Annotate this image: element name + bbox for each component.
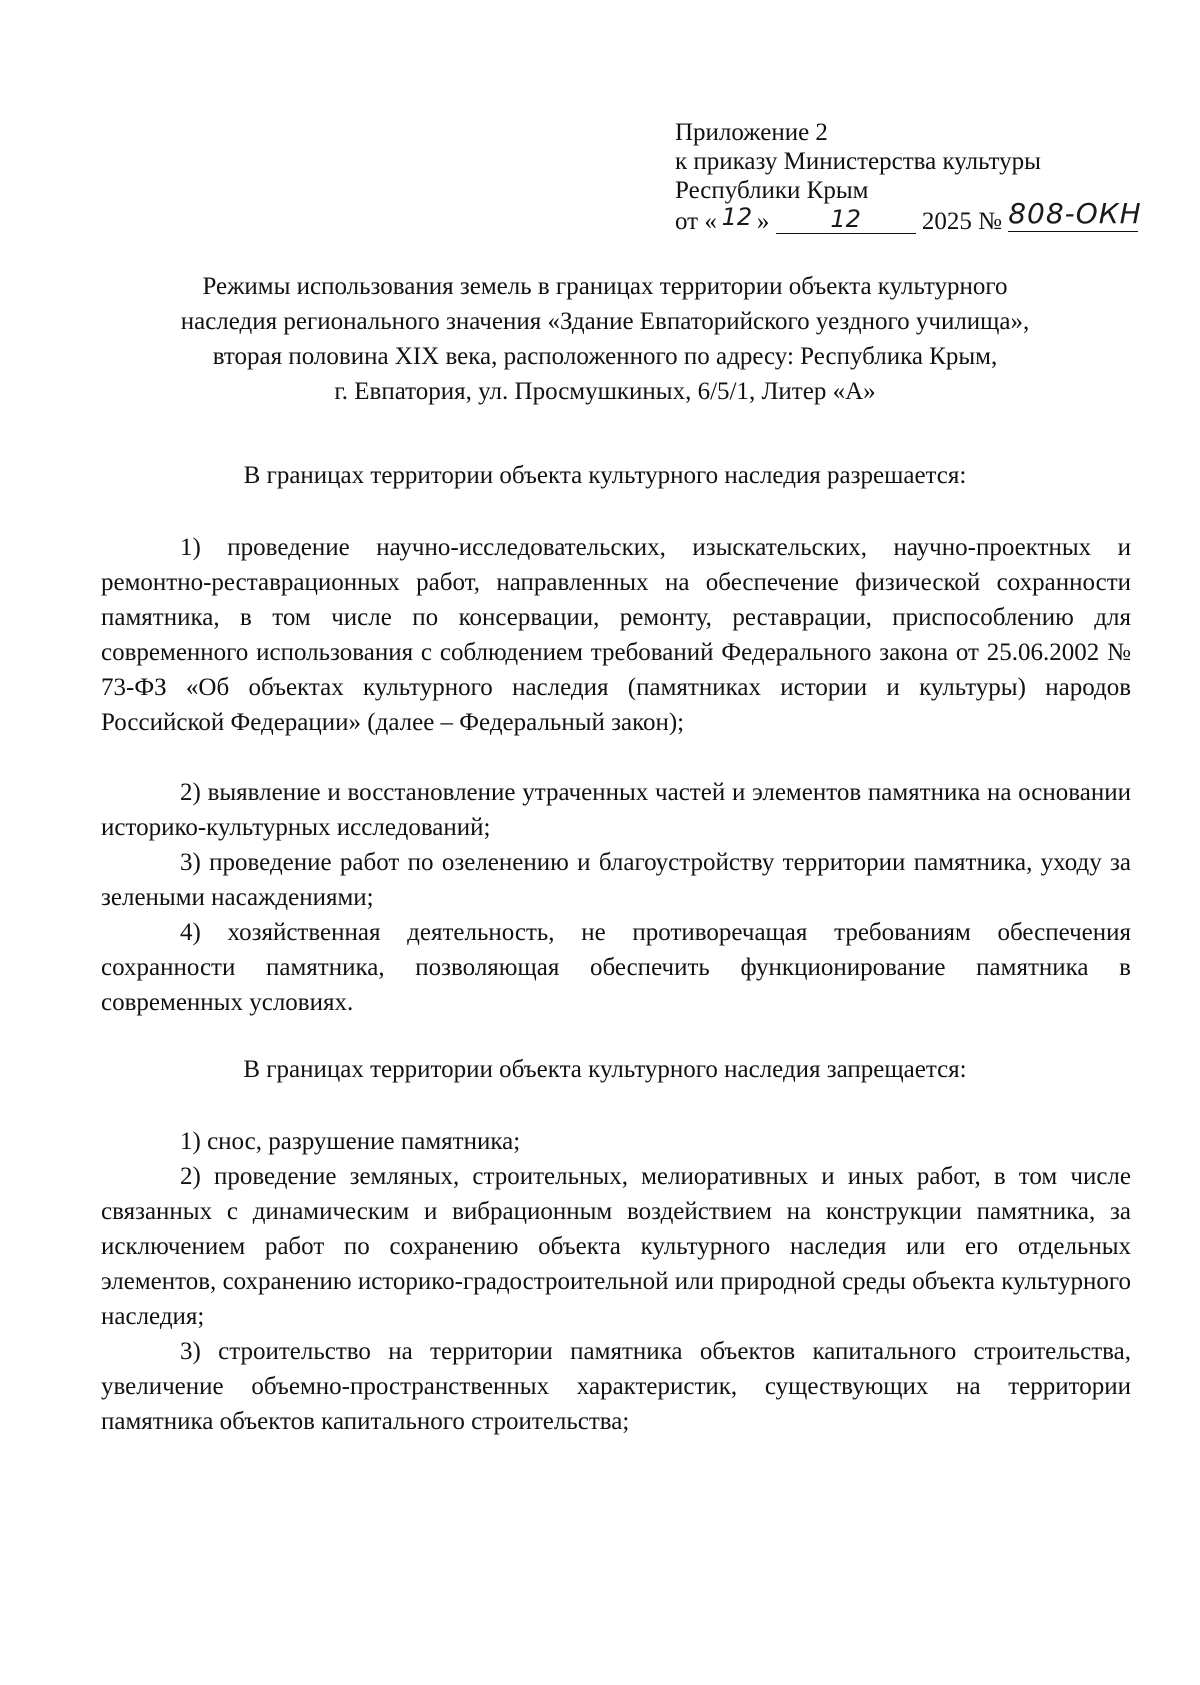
date-prefix: от «	[675, 208, 717, 235]
handwritten-month: 12	[830, 205, 861, 233]
order-number-blank	[1008, 197, 1142, 232]
prohibited-item-1: 1) снос, разрушение памятника;	[180, 1128, 521, 1155]
handwritten-order-number: 808-ОКН	[1008, 197, 1142, 230]
appendix-line-3: Республики Крым	[675, 177, 869, 204]
prohibited-heading: В границах территории объекта культурного наследия запрещается:	[243, 1056, 967, 1083]
prohibited-item-2: 2) проведение земляных, строительных, мелиоративных и иных работ, в том числе связанных с динамическим и вибрационным воздействием на конструкции памятника, за исключением работ по сохранению объекта культурного наследия или его отдельных элементов, сохранению историко-градостроительной или природной среды объекта культурного наследия;	[101, 1163, 1131, 1330]
appendix-line-1: Приложение 2	[675, 119, 828, 146]
month-blank	[776, 207, 916, 234]
title-line-4: г. Евпатория, ул. Просмушкиных, 6/5/1, Литер «А»	[334, 378, 876, 405]
appendix-date-line	[675, 197, 1145, 236]
appendix-line-2: к приказу Министерства культуры	[675, 148, 1041, 175]
allowed-item-1: 1) проведение научно-исследовательских, изыскательских, научно-проектных и ремонтно-реставрационных работ, направленных на обеспечение физической сохранности памятника, в том числе по консервации, ремонту, реставрации, приспособлению для современного использования с соблюдением требований Федерального закона от 25.06.2002 № 73-ФЗ «Об объектах культурного наследия (памятниках истории и культуры) народов Российской Федерации» (далее – Федеральный закон);	[101, 534, 1131, 736]
title-line-3: вторая половина XIX века, расположенного по адресу: Республика Крым,	[212, 343, 998, 370]
appendix-header	[675, 118, 1145, 236]
title-line-2: наследия регионального значения «Здание Евпаторийского уездного училища»,	[180, 308, 1030, 335]
allowed-item-2: 2) выявление и восстановление утраченных частей и элементов памятника на основании историко-культурных исследований;	[101, 779, 1131, 841]
prohibited-item-3: 3) строительство на территории памятника объектов капитального строительства, увеличение объемно-пространственных характеристик, существующих на территории памятника объектов капитального строительства;	[101, 1338, 1131, 1435]
allowed-heading: В границах территории объекта культурного наследия разрешается:	[243, 462, 967, 489]
title-line-1: Режимы использования земель в границах территории объекта культурного	[202, 273, 1008, 300]
allowed-item-4: 4) хозяйственная деятельность, не противоречащая требованиям обеспечения сохранности памятника, позволяющая обеспечить функционирование памятника в современных условиях.	[101, 919, 1131, 1016]
document-title	[100, 269, 1110, 409]
allowed-item-3: 3) проведение работ по озеленению и благоустройству территории памятника, уходу за зелеными насаждениями;	[101, 849, 1131, 911]
handwritten-day: 12	[721, 203, 753, 231]
date-mid: »	[756, 208, 770, 235]
date-year: 2025 №	[921, 208, 1002, 235]
